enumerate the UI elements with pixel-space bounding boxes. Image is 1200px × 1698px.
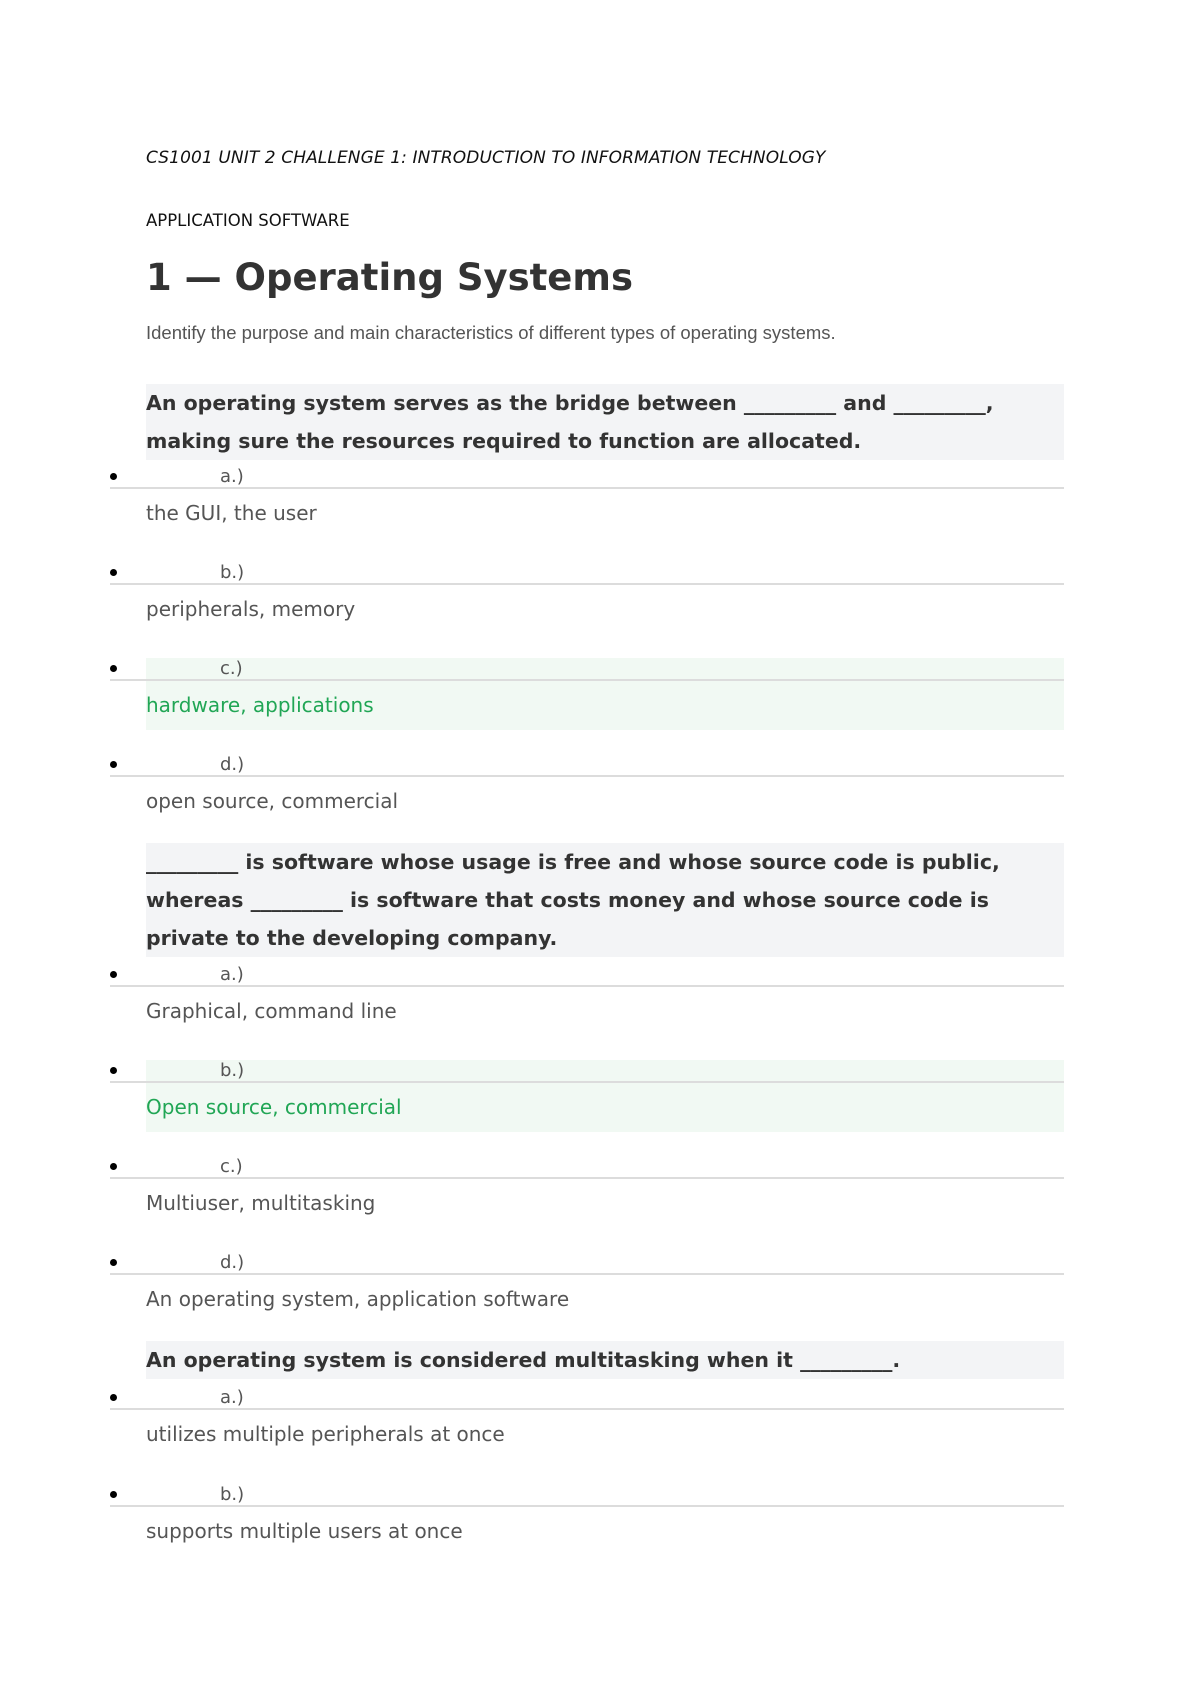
choice-text: open source, commercial bbox=[146, 789, 399, 813]
bullet-icon bbox=[110, 1259, 117, 1266]
question-2 bbox=[146, 843, 1064, 957]
question-text-line: An operating system is considered multitasking when it _________. bbox=[146, 1348, 901, 1372]
unit-description: Identify the purpose and main characteristics of different types of operating systems. bbox=[146, 322, 836, 343]
choice-q2-c[interactable] bbox=[100, 1156, 1064, 1228]
divider bbox=[110, 1177, 1064, 1179]
question-text-line: whereas _________ is software that costs money and whose source code is bbox=[146, 888, 989, 912]
choice-letter: d.) bbox=[220, 754, 245, 775]
choice-text: Graphical, command line bbox=[146, 999, 397, 1023]
choice-q1-a[interactable] bbox=[100, 466, 1064, 538]
choice-letter: a.) bbox=[220, 964, 244, 985]
choice-letter: b.) bbox=[220, 562, 245, 583]
divider bbox=[110, 1081, 1064, 1083]
bullet-icon bbox=[110, 473, 117, 480]
bullet-icon bbox=[110, 1491, 117, 1498]
choice-q1-c[interactable] bbox=[100, 658, 1064, 730]
question-1 bbox=[146, 384, 1064, 460]
unit-title: 1 — Operating Systems bbox=[146, 256, 633, 299]
choice-text: An operating system, application software bbox=[146, 1287, 570, 1311]
divider bbox=[110, 1505, 1064, 1507]
choice-letter: a.) bbox=[220, 1387, 244, 1408]
divider bbox=[110, 1408, 1064, 1410]
bullet-icon bbox=[110, 665, 117, 672]
divider bbox=[110, 487, 1064, 489]
choice-q2-a[interactable] bbox=[100, 964, 1064, 1036]
divider bbox=[110, 775, 1064, 777]
choice-q2-b[interactable] bbox=[100, 1060, 1064, 1132]
choice-text: utilizes multiple peripherals at once bbox=[146, 1422, 505, 1446]
bullet-icon bbox=[110, 1394, 117, 1401]
question-text-line: private to the developing company. bbox=[146, 926, 558, 950]
choice-text: hardware, applications bbox=[146, 693, 374, 717]
divider bbox=[110, 985, 1064, 987]
section-label: APPLICATION SOFTWARE bbox=[146, 211, 350, 230]
bullet-icon bbox=[110, 1067, 117, 1074]
document-header: CS1001 UNIT 2 CHALLENGE 1: INTRODUCTION TO INFORMATION TECHNOLOGY bbox=[146, 148, 826, 168]
divider bbox=[110, 583, 1064, 585]
choice-letter: d.) bbox=[220, 1252, 245, 1273]
question-text-line: making sure the resources required to function are allocated. bbox=[146, 429, 862, 453]
choice-letter: b.) bbox=[220, 1060, 245, 1081]
question-text-line: An operating system serves as the bridge between _________ and _________, bbox=[146, 391, 994, 415]
choice-q3-b[interactable] bbox=[100, 1484, 1064, 1556]
choice-text: Multiuser, multitasking bbox=[146, 1191, 376, 1215]
choice-text: supports multiple users at once bbox=[146, 1519, 463, 1543]
choice-letter: c.) bbox=[220, 658, 243, 679]
divider bbox=[110, 679, 1064, 681]
choice-q2-d[interactable] bbox=[100, 1252, 1064, 1324]
choice-letter: a.) bbox=[220, 466, 244, 487]
bullet-icon bbox=[110, 761, 117, 768]
choice-text: Open source, commercial bbox=[146, 1095, 402, 1119]
question-3 bbox=[146, 1341, 1064, 1379]
choice-letter: b.) bbox=[220, 1484, 245, 1505]
bullet-icon bbox=[110, 1163, 117, 1170]
choice-letter: c.) bbox=[220, 1156, 243, 1177]
bullet-icon bbox=[110, 569, 117, 576]
choice-text: peripherals, memory bbox=[146, 597, 356, 621]
choice-q3-a[interactable] bbox=[100, 1387, 1064, 1459]
choice-text: the GUI, the user bbox=[146, 501, 317, 525]
choice-q1-d[interactable] bbox=[100, 754, 1064, 826]
choice-q1-b[interactable] bbox=[100, 562, 1064, 634]
divider bbox=[110, 1273, 1064, 1275]
bullet-icon bbox=[110, 971, 117, 978]
question-text-line: _________ is software whose usage is free and whose source code is public, bbox=[146, 850, 1000, 874]
